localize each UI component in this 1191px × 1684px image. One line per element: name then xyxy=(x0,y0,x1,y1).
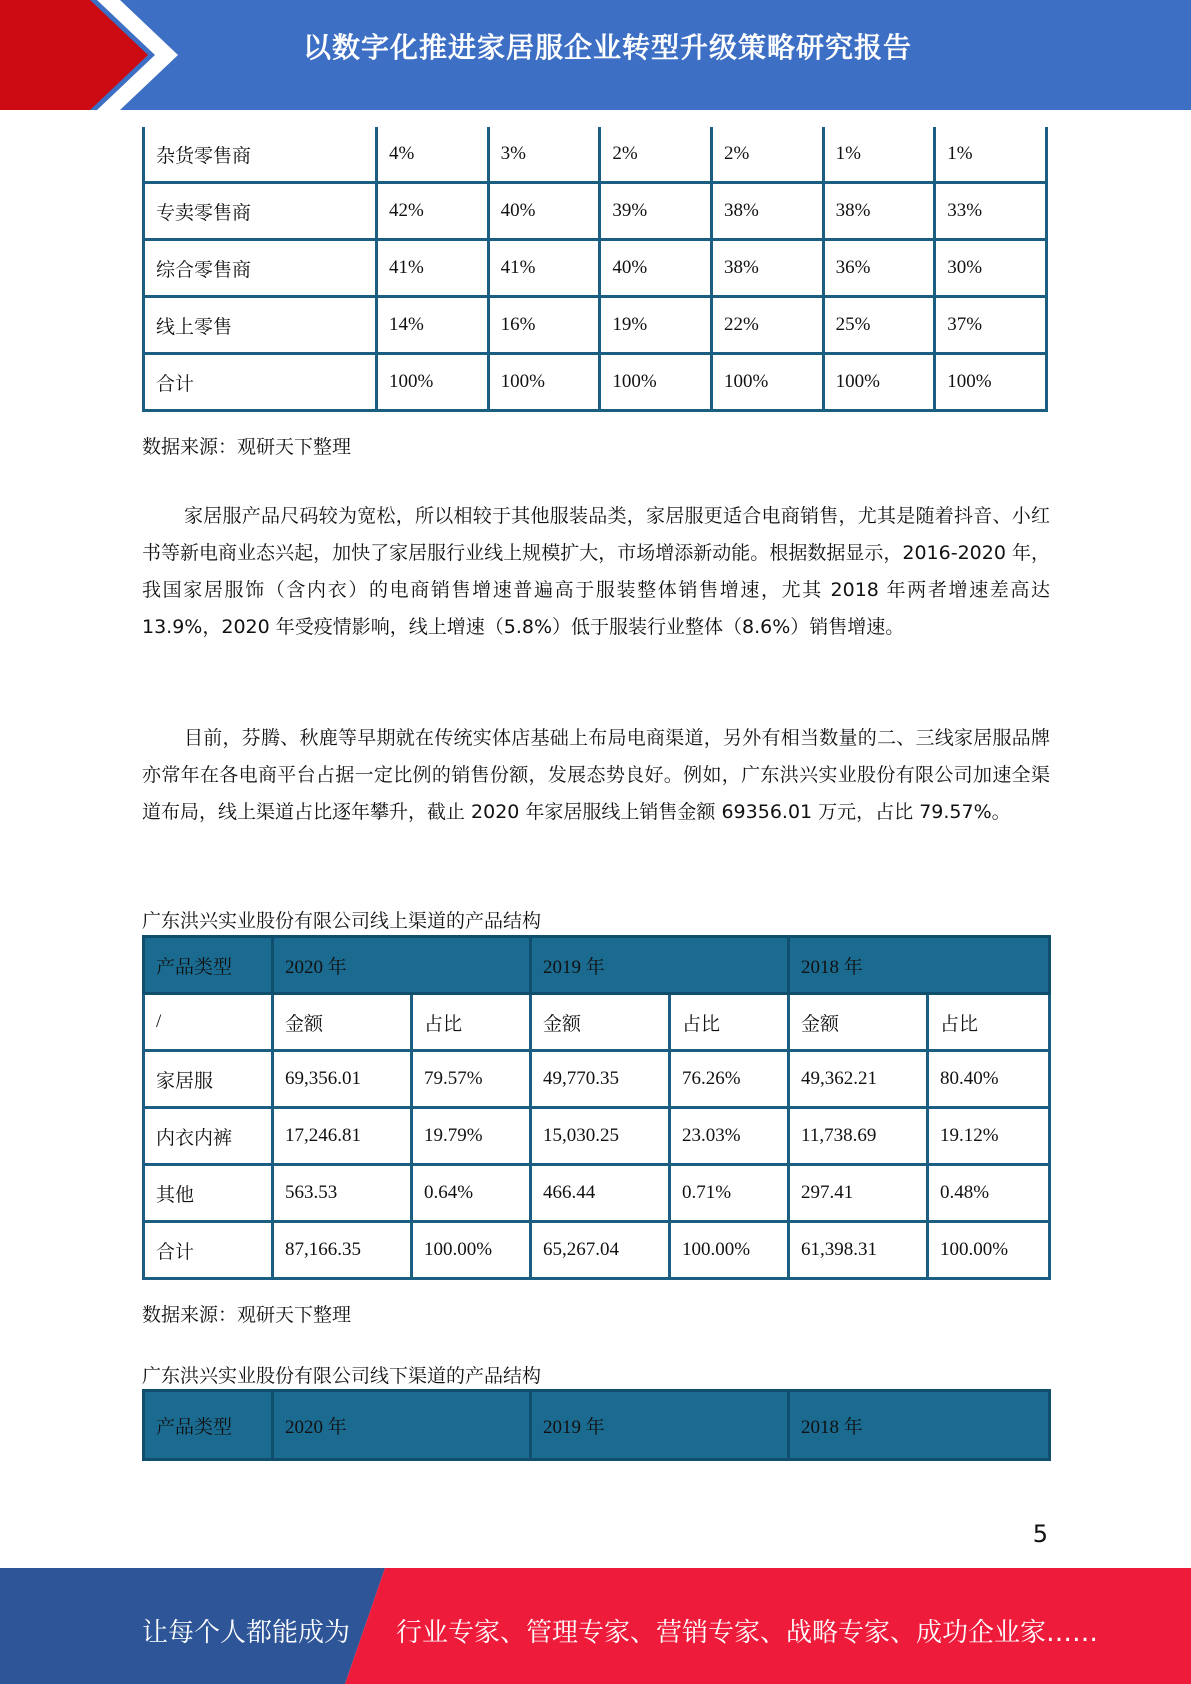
table-cell: 100% xyxy=(488,354,600,411)
offline-product-structure-table xyxy=(142,1389,1051,1461)
table-cell: 其他 xyxy=(144,1165,273,1222)
table-cell: 19.12% xyxy=(928,1108,1050,1165)
table-cell: 11,738.69 xyxy=(789,1108,928,1165)
table-row xyxy=(144,1051,1050,1108)
table-row xyxy=(144,127,1047,183)
table-cell: 1% xyxy=(823,127,935,183)
table-cell: 23.03% xyxy=(670,1108,789,1165)
table-header-cell: 2020 年 xyxy=(273,1391,531,1460)
table-cell: 合计 xyxy=(144,1222,273,1279)
table-cell: 39% xyxy=(600,183,712,240)
page-number: 5 xyxy=(1032,1520,1048,1548)
table-cell: 80.40% xyxy=(928,1051,1050,1108)
table-cell: 100% xyxy=(823,354,935,411)
table-cell: 61,398.31 xyxy=(789,1222,928,1279)
report-title: 以数字化推进家居服企业转型升级策略研究报告 xyxy=(302,31,912,64)
table-row xyxy=(144,297,1047,354)
table-cell: 36% xyxy=(823,240,935,297)
table-cell: 100% xyxy=(935,354,1047,411)
table-cell: 65,267.04 xyxy=(531,1222,670,1279)
table-cell: 14% xyxy=(377,297,489,354)
table3-caption: 广东洪兴实业股份有限公司线下渠道的产品结构 xyxy=(142,1365,542,1387)
table-cell: 杂货零售商 xyxy=(144,127,377,183)
table-cell: 38% xyxy=(711,240,823,297)
table-row xyxy=(144,354,1047,411)
table-cell: 76.26% xyxy=(670,1051,789,1108)
table-cell: 金额 xyxy=(789,994,928,1051)
table-cell: / xyxy=(144,994,273,1051)
table-cell: 22% xyxy=(711,297,823,354)
table-cell: 线上零售 xyxy=(144,297,377,354)
retail-share-table xyxy=(142,127,1048,412)
table-cell: 100.00% xyxy=(412,1222,531,1279)
body-paragraph: 目前，芬腾、秋鹿等早期就在传统实体店基础上布局电商渠道，另外有相当数量的二、三线家居服品牌亦常年在各电商平台占据一定比例的销售份额，发展态势良好。例如，广东洪兴实业股份有限公司加速全渠道布局，线上渠道占比逐年攀升，截止 2020 年家居服线上销售金额 69356.01 万元，占比 79.57%。 xyxy=(142,727,1050,823)
table-cell: 19.79% xyxy=(412,1108,531,1165)
table-cell: 69,356.01 xyxy=(273,1051,412,1108)
table-cell: 40% xyxy=(488,183,600,240)
table-cell: 37% xyxy=(935,297,1047,354)
table-cell: 占比 xyxy=(412,994,531,1051)
table-header-cell: 2018 年 xyxy=(789,1391,1050,1460)
table2-source: 数据来源：观研天下整理 xyxy=(142,1304,352,1326)
table-cell: 0.64% xyxy=(412,1165,531,1222)
table-cell: 0.71% xyxy=(670,1165,789,1222)
online-product-structure-table xyxy=(142,935,1051,1280)
table-cell: 100% xyxy=(377,354,489,411)
table-header-row xyxy=(144,1391,1050,1460)
table-cell: 4% xyxy=(377,127,489,183)
table-header-cell: 2020 年 xyxy=(273,937,531,994)
table-cell: 40% xyxy=(600,240,712,297)
body-paragraph: 家居服产品尺码较为宽松，所以相较于其他服装品类，家居服更适合电商销售，尤其是随着抖音、小红书等新电商业态兴起，加快了家居服行业线上规模扩大，市场增添新动能。根据数据显示，2016-2020 年，我国家居服饰（含内衣）的电商销售增速普遍高于服装整体销售增速，尤其 2018 年两者增速差高达 13.9%，2020 年受疫情影响，线上增速（5.8%）低于服装行业整体（8.6%）销售增速。 xyxy=(142,505,1050,638)
table-cell: 466.44 xyxy=(531,1165,670,1222)
table-cell: 占比 xyxy=(928,994,1050,1051)
table-header-cell: 2018 年 xyxy=(789,937,1050,994)
table-header-cell: 产品类型 xyxy=(144,937,273,994)
table-cell: 38% xyxy=(711,183,823,240)
table-cell: 合计 xyxy=(144,354,377,411)
table-cell: 占比 xyxy=(670,994,789,1051)
table-cell: 金额 xyxy=(531,994,670,1051)
table-row xyxy=(144,1108,1050,1165)
table-cell: 15,030.25 xyxy=(531,1108,670,1165)
table-cell: 2% xyxy=(600,127,712,183)
table-cell: 综合零售商 xyxy=(144,240,377,297)
table-cell: 金额 xyxy=(273,994,412,1051)
table-cell: 100% xyxy=(600,354,712,411)
table-row xyxy=(144,240,1047,297)
table-cell: 33% xyxy=(935,183,1047,240)
table-cell: 41% xyxy=(377,240,489,297)
table-cell: 内衣内裤 xyxy=(144,1108,273,1165)
table-header-row xyxy=(144,937,1050,994)
table1-source: 数据来源：观研天下整理 xyxy=(142,436,352,458)
footer-slogan-right: 行业专家、管理专家、营销专家、战略专家、成功企业家…… xyxy=(396,1618,1099,1648)
table-row xyxy=(144,1165,1050,1222)
page-header xyxy=(0,0,1191,110)
table-cell: 563.53 xyxy=(273,1165,412,1222)
table-header-cell: 2019 年 xyxy=(531,937,789,994)
table-cell: 3% xyxy=(488,127,600,183)
table-cell: 17,246.81 xyxy=(273,1108,412,1165)
table-header-cell: 2019 年 xyxy=(531,1391,789,1460)
table-cell: 专卖零售商 xyxy=(144,183,377,240)
table-cell: 41% xyxy=(488,240,600,297)
table-cell: 42% xyxy=(377,183,489,240)
table-cell: 100.00% xyxy=(670,1222,789,1279)
table-cell: 2% xyxy=(711,127,823,183)
table-row xyxy=(144,183,1047,240)
table-cell: 49,362.21 xyxy=(789,1051,928,1108)
table-cell: 19% xyxy=(600,297,712,354)
table-cell: 297.41 xyxy=(789,1165,928,1222)
page-footer xyxy=(0,1568,1191,1684)
table-subheader-row xyxy=(144,994,1050,1051)
footer-slogan-left: 让每个人都能成为 xyxy=(142,1618,351,1648)
table-cell: 100% xyxy=(711,354,823,411)
table-cell: 38% xyxy=(823,183,935,240)
table2-caption: 广东洪兴实业股份有限公司线上渠道的产品结构 xyxy=(142,910,542,932)
table-cell: 30% xyxy=(935,240,1047,297)
table-cell: 家居服 xyxy=(144,1051,273,1108)
table-cell: 87,166.35 xyxy=(273,1222,412,1279)
table-cell: 25% xyxy=(823,297,935,354)
table-row xyxy=(144,1222,1050,1279)
table-cell: 1% xyxy=(935,127,1047,183)
table-cell: 49,770.35 xyxy=(531,1051,670,1108)
table-header-cell: 产品类型 xyxy=(144,1391,273,1460)
table-cell: 16% xyxy=(488,297,600,354)
table-cell: 79.57% xyxy=(412,1051,531,1108)
table-cell: 0.48% xyxy=(928,1165,1050,1222)
table-cell: 100.00% xyxy=(928,1222,1050,1279)
